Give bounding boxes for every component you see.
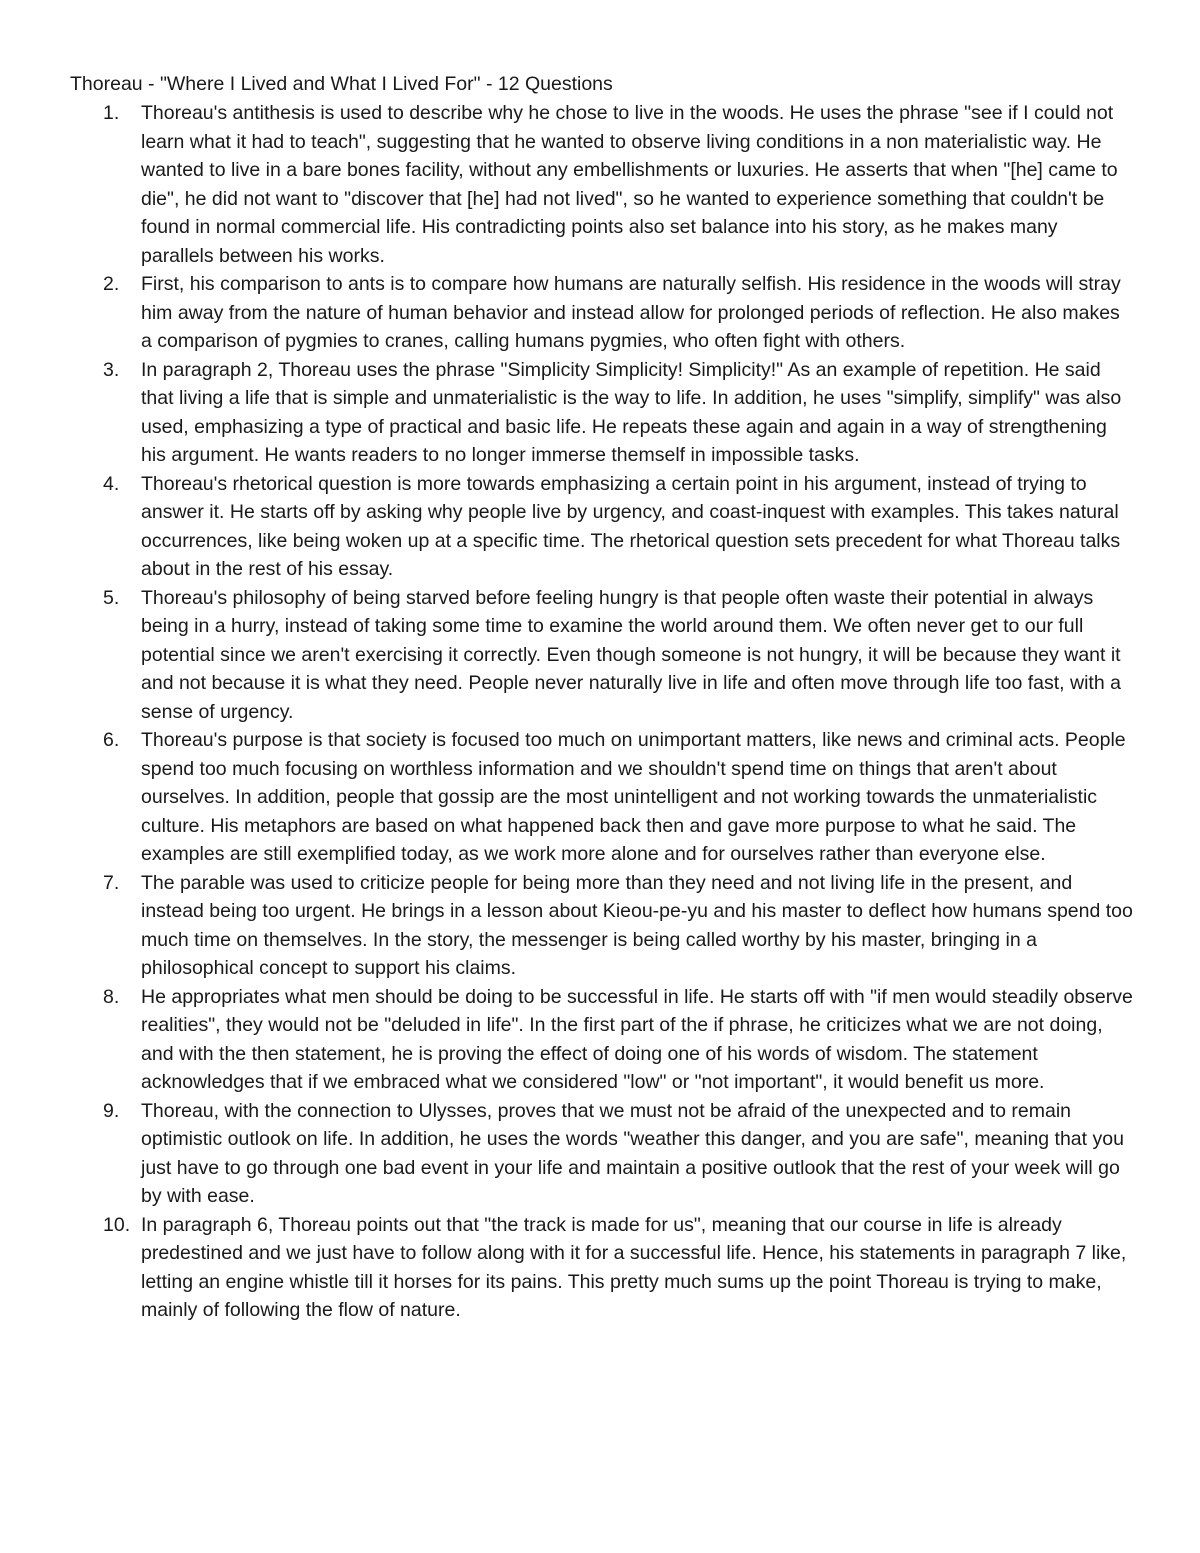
list-item-number: 10.: [103, 1213, 131, 1236]
document-title: Thoreau - "Where I Lived and What I Lived For" - 12 Questions: [70, 73, 613, 95]
list-item-number: 3.: [103, 358, 120, 381]
list-item: [0, 470, 1200, 584]
list-item: [0, 869, 1200, 983]
list-item: [0, 1097, 1200, 1211]
list-item: [0, 270, 1200, 356]
list-item-text: Thoreau's rhetorical question is more towards emphasizing a certain point in his argument, instead of trying to answer it. He starts off by asking why people live by urgency, and coast-inquest with examples. This takes natural occurrences, like being woken up at a specific time. The rhetorical question sets precedent for what Thoreau talks about in the rest of his essay.: [141, 472, 1121, 580]
list-item-text: Thoreau's philosophy of being starved before feeling hungry is that people often waste their potential in always being in a hurry, instead of taking some time to examine the world around them. We often never get to our full potential since we aren't exercising it correctly. Even though someone is not hungry, it will be because they want it and not because it is what they need. People never naturally live in life and often move through life too fast, with a sense of urgency.: [141, 586, 1121, 723]
list-item: [0, 356, 1200, 470]
list-item: [0, 584, 1200, 727]
list-item-number: 8.: [103, 985, 120, 1008]
list-item-text: Thoreau's purpose is that society is focused too much on unimportant matters, like news and criminal acts. People spend too much focusing on worthless information and we shouldn't spend time on things that aren't about ourselves. In addition, people that gossip are the most unintelligent and not working towards the unmaterialistic culture. His metaphors are based on what happened back then and gave more purpose to what he said. The examples are still exemplified today, as we work more alone and for ourselves rather than everyone else.: [141, 729, 1126, 865]
question-list: [0, 99, 1200, 1325]
list-item-text: The parable was used to criticize people for being more than they need and not living life in the present, and instead being too urgent. He brings in a lesson about Kieou-pe-yu and his master to deflect how humans spend too much time on themselves. In the story, the messenger is being called worthy by his master, bringing in a philosophical concept to support his claims.: [141, 871, 1133, 979]
list-item: [0, 1211, 1200, 1325]
list-item-number: 1.: [103, 102, 120, 124]
list-item-text: In paragraph 6, Thoreau points out that "the track is made for us", meaning that our course in life is already predestined and we just have to follow along with it for a successful life. Hence, his statements in paragraph 7 like, letting an engine whistle till it horses for its pains. This pretty much sums up the point Thoreau is trying to make, mainly of following the flow of nature.: [141, 1213, 1127, 1321]
list-item: [0, 99, 1200, 270]
list-item: [0, 983, 1200, 1097]
list-item-text: He appropriates what men should be doing to be successful in life. He starts off with "if men would steadily observe realities", they would not be "deluded in life". In the first part of the if phrase, he criticizes what we are not doing, and with the then statement, he is proving the effect of doing one of his words of wisdom. The statement acknowledges that if we embraced what we considered "low" or "not important", it would benefit us more.: [141, 985, 1133, 1093]
list-item-number: 7.: [103, 871, 120, 894]
list-item: [0, 726, 1200, 869]
list-item-text: First, his comparison to ants is to compare how humans are naturally selfish. His residence in the woods will stray him away from the nature of human behavior and instead allow for prolonged periods of reflection. He also makes a comparison of pygmies to cranes, calling humans pygmies, who often fight with others.: [141, 273, 1121, 352]
list-item-text: Thoreau's antithesis is used to describe why he chose to live in the woods. He uses the phrase "see if I could not learn what it had to teach", suggesting that he wanted to observe living conditions in a non materialistic way. He wanted to live in a bare bones facility, without any embellishments or luxuries. He asserts that when "[he] came to die", he did not want to "discover that [he] had not lived", so he wanted to experience something that couldn't be found in normal commercial life. His contradicting points also set balance into his story, as he makes many parallels between his works.: [141, 102, 1118, 267]
list-item-number: 2.: [103, 273, 120, 295]
list-item-number: 4.: [103, 472, 120, 495]
list-item-text: In paragraph 2, Thoreau uses the phrase "Simplicity Simplicity! Simplicity!" As an example of repetition. He said that living a life that is simple and unmaterialistic is the way to life. In addition, he uses "simplify, simplify" was also used, emphasizing a type of practical and basic life. He repeats these again and again in a way of strengthening his argument. He wants readers to no longer immerse themself in impossible tasks.: [141, 358, 1122, 466]
list-item-number: 5.: [103, 586, 120, 609]
list-item-text: Thoreau, with the connection to Ulysses, proves that we must not be afraid of the unexpected and to remain optimistic outlook on life. In addition, he uses the words "weather this danger, and you are safe", meaning that you just have to go through one bad event in your life and maintain a positive outlook that the rest of your week will go by with ease.: [141, 1099, 1124, 1207]
list-item-number: 6.: [103, 729, 120, 751]
list-item-number: 9.: [103, 1099, 120, 1122]
